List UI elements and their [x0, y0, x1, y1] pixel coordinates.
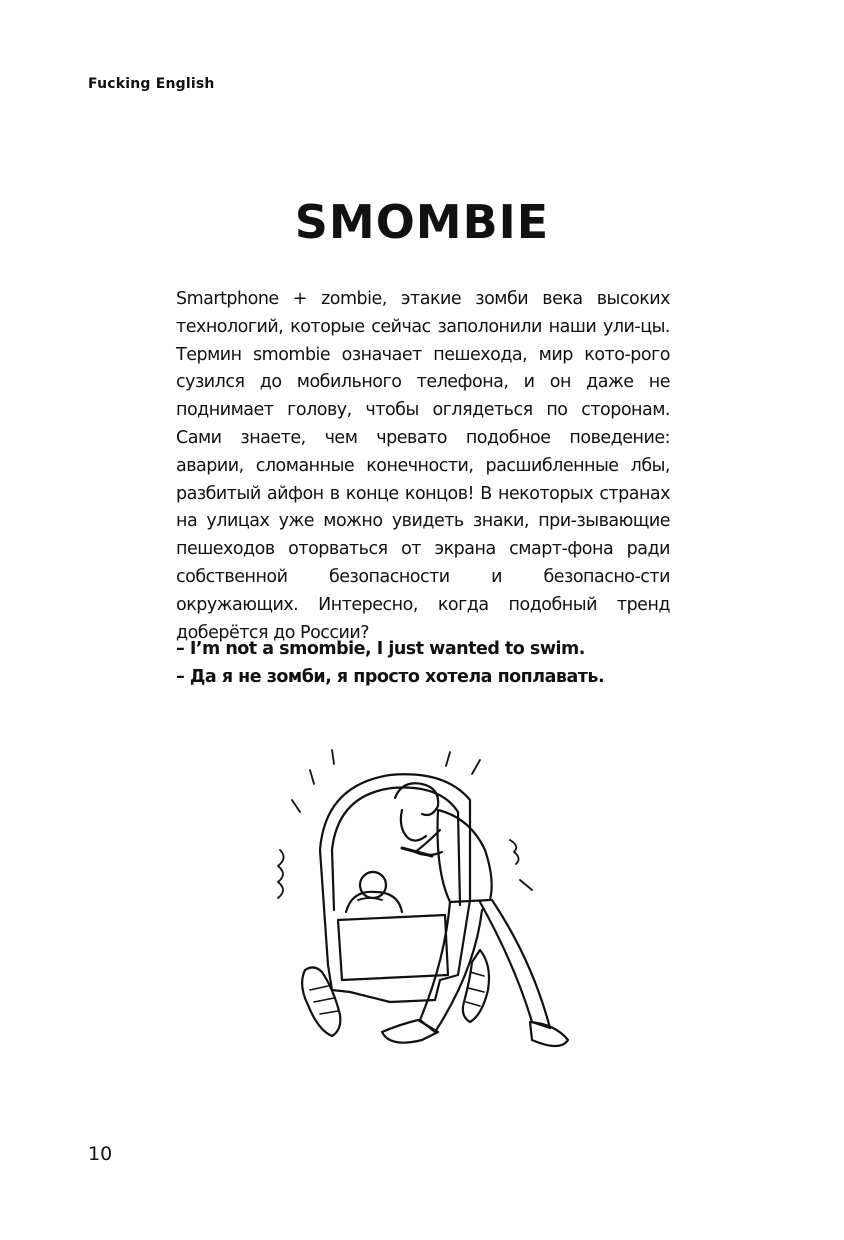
dialogue-line-english: – I’m not a smombie, I just wanted to swim. [176, 639, 585, 659]
running-header: Fucking English [88, 76, 215, 92]
page-number: 10 [88, 1143, 113, 1165]
pedestrian-leg-front [420, 902, 482, 1032]
car-front-panel [338, 915, 448, 980]
article-title: SMOMBIE [294, 195, 550, 249]
pedestrian-shoe-front [382, 1020, 438, 1043]
pedestrian-leg-back [480, 900, 550, 1028]
steering-wheel [346, 892, 402, 912]
dialogue-block [176, 636, 736, 692]
article-paragraph: Smartphone + zombie, этакие зомби века высоких технологий, которые сейчас заполонили наши ули-цы. Термин smombie означает пешехода, мир кото-рого сузился до мобильного телефона, и он даже не поднимает голову, чтобы оглядеться по сторонам. Сами знаете, чем чревато подобное поведение: аварии, сломанные конечности, расшибленные лбы, разбитый айфон в конце концов! В некоторых странах на улицах уже можно увидеть знаки, при-зывающие пешеходов оторваться от экрана смарт-фона ради собственной безопасности и безопасно-сти окружающих. Интересно, когда подобный тренд доберётся до России? [176, 289, 670, 643]
shake-lines [278, 750, 532, 898]
smombie-illustration [270, 740, 590, 1070]
pedestrian-shoe-back [530, 1022, 568, 1046]
dialogue-line-russian: – Да я не зомби, я просто хотела поплавать. [176, 666, 605, 687]
car-wheel-left [302, 967, 340, 1036]
car-window [332, 788, 460, 911]
pedestrian-body [438, 810, 492, 902]
car-wheel-right [463, 950, 489, 1022]
